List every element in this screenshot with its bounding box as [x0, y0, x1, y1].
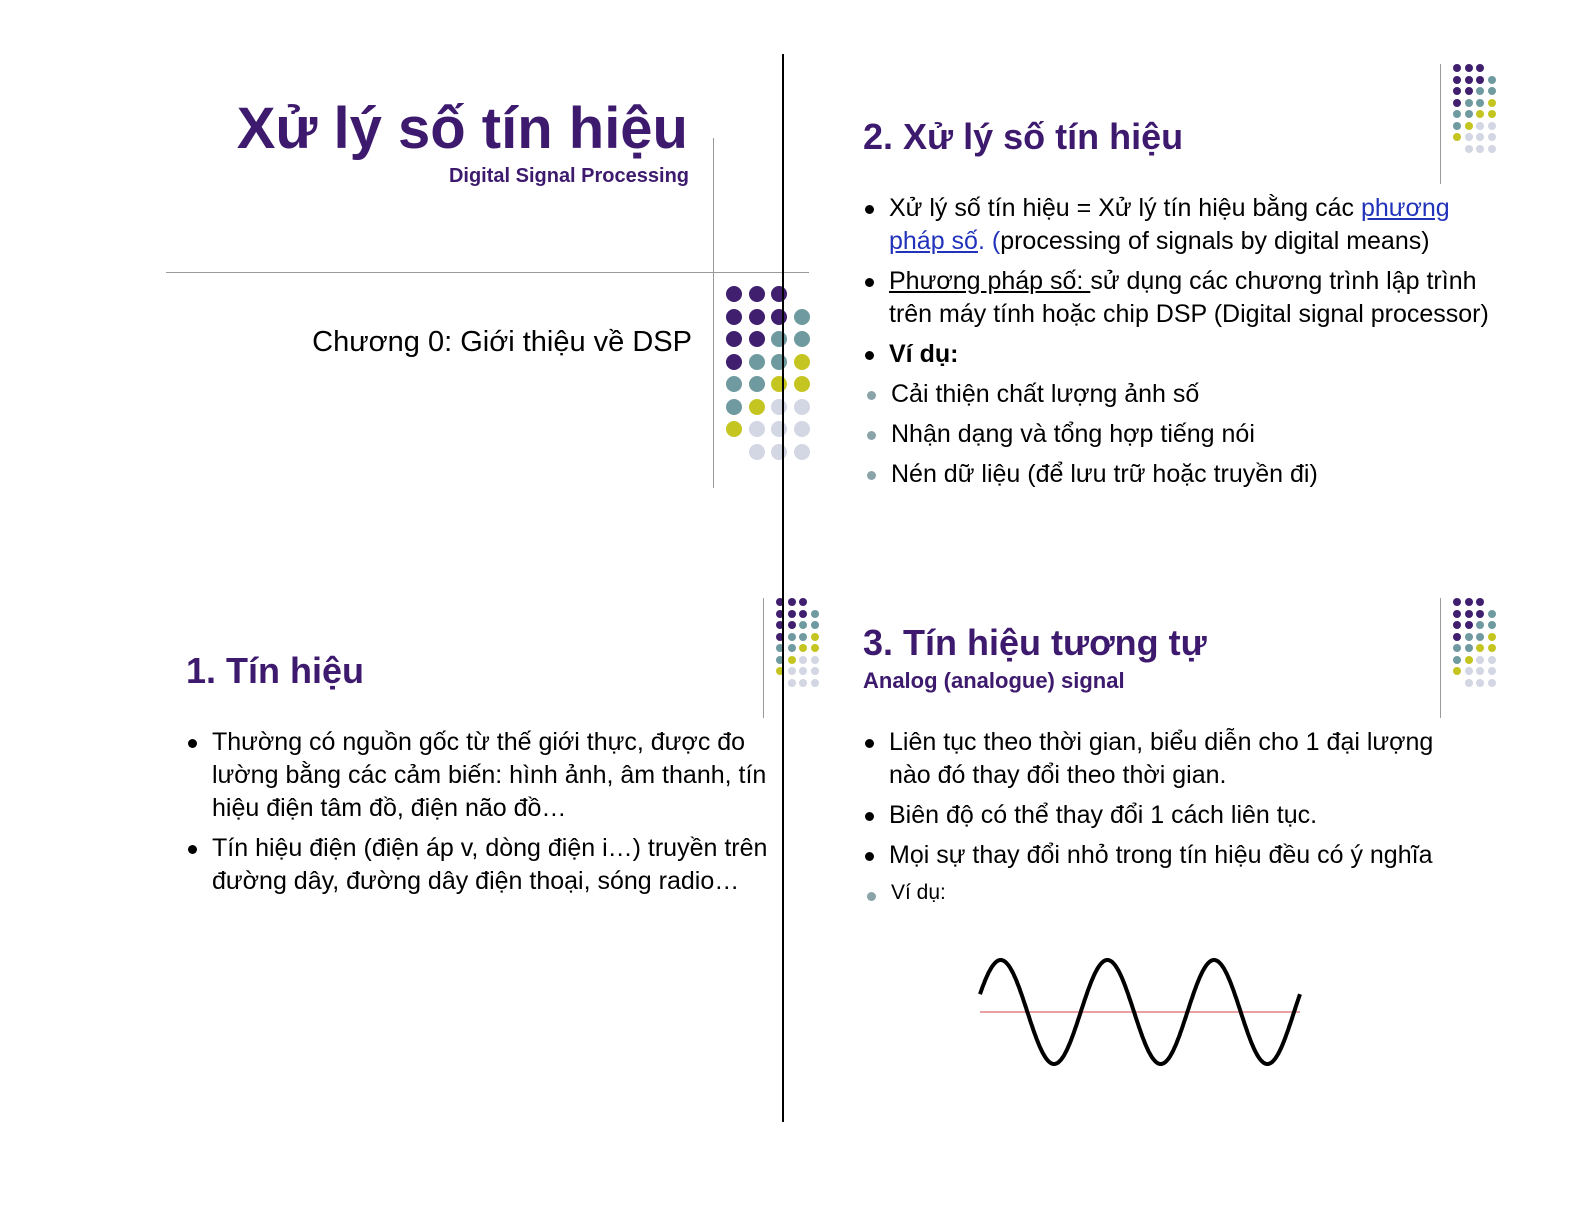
decor-dot — [811, 679, 819, 687]
decor-dot — [1465, 64, 1473, 72]
decor-dot — [1465, 598, 1473, 606]
slide2-title: 2. Xử lý số tín hiệu — [863, 116, 1184, 157]
decor-dot — [771, 444, 787, 460]
decor-dot — [794, 444, 810, 460]
decor-dot — [799, 656, 807, 664]
slide1-chapter: Chương 0: Giới thiệu về DSP — [312, 326, 692, 358]
decor-dot — [1476, 64, 1484, 72]
decor-dot — [799, 633, 807, 641]
decor-dot — [799, 644, 807, 652]
decor-dot — [726, 286, 742, 302]
decor-dot — [1476, 633, 1484, 641]
slide3-bullet-2: Tín hiệu điện (điện áp v, dòng điện i…) truyền trên đường dây, đường dây điện thoại, sóng radio… — [186, 832, 796, 898]
decor-dot — [1488, 633, 1496, 641]
slide2-bullet-1: Xử lý số tín hiệu = Xử lý tín hiệu bằng các phương pháp số. (processing of signals by digital means) — [863, 192, 1493, 258]
decor-dot — [1465, 633, 1473, 641]
decor-dot — [1488, 679, 1496, 687]
decor-dot — [1465, 110, 1473, 118]
slide2-bullet-2: Phương pháp số: sử dụng các chương trình lập trình trên máy tính hoặc chip DSP (Digital signal processor) — [863, 265, 1493, 331]
slide2-bullet-3: Ví dụ: — [863, 338, 1493, 371]
decor-dot — [726, 376, 742, 392]
decor-dot — [1476, 110, 1484, 118]
decor-dot — [811, 656, 819, 664]
decor-dot — [794, 331, 810, 347]
slide4-example-label: Ví dụ: — [863, 879, 1453, 907]
decor-dot — [1488, 621, 1496, 629]
decor-dot — [1453, 633, 1461, 641]
slide4-bullet-1: Liên tục theo thời gian, biểu diễn cho 1 đại lượng nào đó thay đổi theo thời gian. — [863, 726, 1453, 792]
slide1-title: Xử lý số tín hiệu — [236, 96, 688, 161]
decor-dot — [1476, 145, 1484, 153]
decor-dot — [1476, 667, 1484, 675]
decor-dot — [1476, 99, 1484, 107]
slide2-vertical-rule — [1440, 64, 1441, 184]
decor-dot — [1465, 667, 1473, 675]
decor-dot — [771, 309, 787, 325]
slide4-vertical-rule — [1440, 598, 1441, 718]
decor-dot — [794, 376, 810, 392]
decor-dot — [794, 354, 810, 370]
decor-dot — [1476, 656, 1484, 664]
decor-dot — [1453, 667, 1461, 675]
page-divider — [782, 54, 784, 1122]
slide3-title: 1. Tín hiệu — [186, 650, 365, 691]
decor-dot — [799, 679, 807, 687]
decor-dot — [1476, 133, 1484, 141]
decor-dot — [1476, 87, 1484, 95]
decor-dot — [726, 421, 742, 437]
decor-dot — [1453, 122, 1461, 130]
decor-dot — [1465, 76, 1473, 84]
slide2-example-2: Nhận dạng và tổng hợp tiếng nói — [863, 418, 1493, 451]
decor-dot — [788, 667, 796, 675]
decor-dot — [799, 610, 807, 618]
decor-dot — [1476, 679, 1484, 687]
decor-dot — [1488, 99, 1496, 107]
decor-dot — [1476, 621, 1484, 629]
decor-dot — [1465, 610, 1473, 618]
decor-dot — [1453, 133, 1461, 141]
slide3-content — [186, 726, 796, 905]
decor-dot — [749, 286, 765, 302]
slide1-vertical-rule — [713, 138, 714, 488]
decor-dot — [1453, 110, 1461, 118]
decor-dot — [1465, 87, 1473, 95]
decor-dot — [1488, 110, 1496, 118]
decor-dot — [749, 376, 765, 392]
slide1-subtitle: Digital Signal Processing — [448, 165, 689, 187]
decor-dot — [799, 598, 807, 606]
decor-dot — [788, 598, 796, 606]
decor-dot — [771, 286, 787, 302]
slide4-content — [863, 726, 1453, 914]
decor-dot — [1453, 621, 1461, 629]
decor-dot — [811, 633, 819, 641]
decor-dot — [1476, 644, 1484, 652]
decor-dot — [799, 621, 807, 629]
slide4-bullet-3: Mọi sự thay đổi nhỏ trong tín hiệu đều có ý nghĩa — [863, 839, 1453, 872]
decor-dot — [726, 354, 742, 370]
decor-dot — [811, 621, 819, 629]
decor-dot — [788, 644, 796, 652]
decor-dot — [1465, 122, 1473, 130]
decor-dot — [749, 354, 765, 370]
slide2-example-3: Nén dữ liệu (để lưu trữ hoặc truyền đi) — [863, 458, 1493, 491]
slide4-subtitle: Analog (analogue) signal — [863, 668, 1125, 693]
decor-dot — [811, 667, 819, 675]
slide3-bullet-1: Thường có nguồn gốc từ thế giới thực, được đo lường bằng các cảm biến: hình ảnh, âm thanh, tín hiệu điện tâm đồ, điện não đồ… — [186, 726, 796, 825]
decor-dot — [788, 633, 796, 641]
slide1-dot-pattern — [726, 286, 826, 466]
decor-dot — [1488, 122, 1496, 130]
decor-dot — [771, 399, 787, 415]
decor-dot — [1453, 87, 1461, 95]
decor-dot — [794, 309, 810, 325]
decor-dot — [1453, 598, 1461, 606]
decor-dot — [788, 610, 796, 618]
decor-dot — [749, 309, 765, 325]
decor-dot — [1453, 656, 1461, 664]
decor-dot — [749, 444, 765, 460]
decor-dot — [1453, 644, 1461, 652]
decor-dot — [794, 421, 810, 437]
decor-dot — [1476, 76, 1484, 84]
decor-dot — [1465, 145, 1473, 153]
analog-sine-waveform — [975, 950, 1305, 1075]
decor-dot — [1453, 76, 1461, 84]
decor-dot — [1465, 133, 1473, 141]
decor-dot — [1488, 610, 1496, 618]
decor-dot — [749, 331, 765, 347]
slide2-example-1: Cải thiện chất lượng ảnh số — [863, 378, 1493, 411]
decor-dot — [771, 331, 787, 347]
slide3-dot-pattern — [776, 598, 846, 698]
decor-dot — [1488, 644, 1496, 652]
decor-dot — [771, 376, 787, 392]
digital-methods-link[interactable]: phương pháp số — [889, 194, 1450, 255]
decor-dot — [1488, 145, 1496, 153]
decor-dot — [1453, 64, 1461, 72]
decor-dot — [1488, 667, 1496, 675]
slide4-title: 3. Tín hiệu tương tự — [863, 622, 1207, 663]
decor-dot — [726, 399, 742, 415]
slide3-vertical-rule — [763, 598, 764, 718]
decor-dot — [1476, 122, 1484, 130]
slide2-dot-pattern — [1453, 64, 1523, 164]
decor-dot — [726, 331, 742, 347]
decor-dot — [794, 399, 810, 415]
decor-dot — [1465, 679, 1473, 687]
decor-dot — [1476, 610, 1484, 618]
decor-dot — [749, 399, 765, 415]
decor-dot — [1465, 656, 1473, 664]
decor-dot — [726, 309, 742, 325]
decor-dot — [749, 421, 765, 437]
slide4-dot-pattern — [1453, 598, 1523, 698]
decor-dot — [1465, 99, 1473, 107]
decor-dot — [788, 679, 796, 687]
decor-dot — [1488, 76, 1496, 84]
decor-dot — [1453, 99, 1461, 107]
decor-dot — [788, 621, 796, 629]
slide2-content — [863, 192, 1493, 498]
decor-dot — [771, 354, 787, 370]
decor-dot — [1488, 656, 1496, 664]
decor-dot — [1465, 644, 1473, 652]
decor-dot — [1465, 621, 1473, 629]
decor-dot — [811, 610, 819, 618]
decor-dot — [1453, 610, 1461, 618]
slide4-bullet-2: Biên độ có thể thay đổi 1 cách liên tục. — [863, 799, 1453, 832]
decor-dot — [1488, 133, 1496, 141]
decor-dot — [771, 421, 787, 437]
decor-dot — [1476, 598, 1484, 606]
decor-dot — [811, 644, 819, 652]
decor-dot — [1488, 87, 1496, 95]
decor-dot — [788, 656, 796, 664]
decor-dot — [799, 667, 807, 675]
